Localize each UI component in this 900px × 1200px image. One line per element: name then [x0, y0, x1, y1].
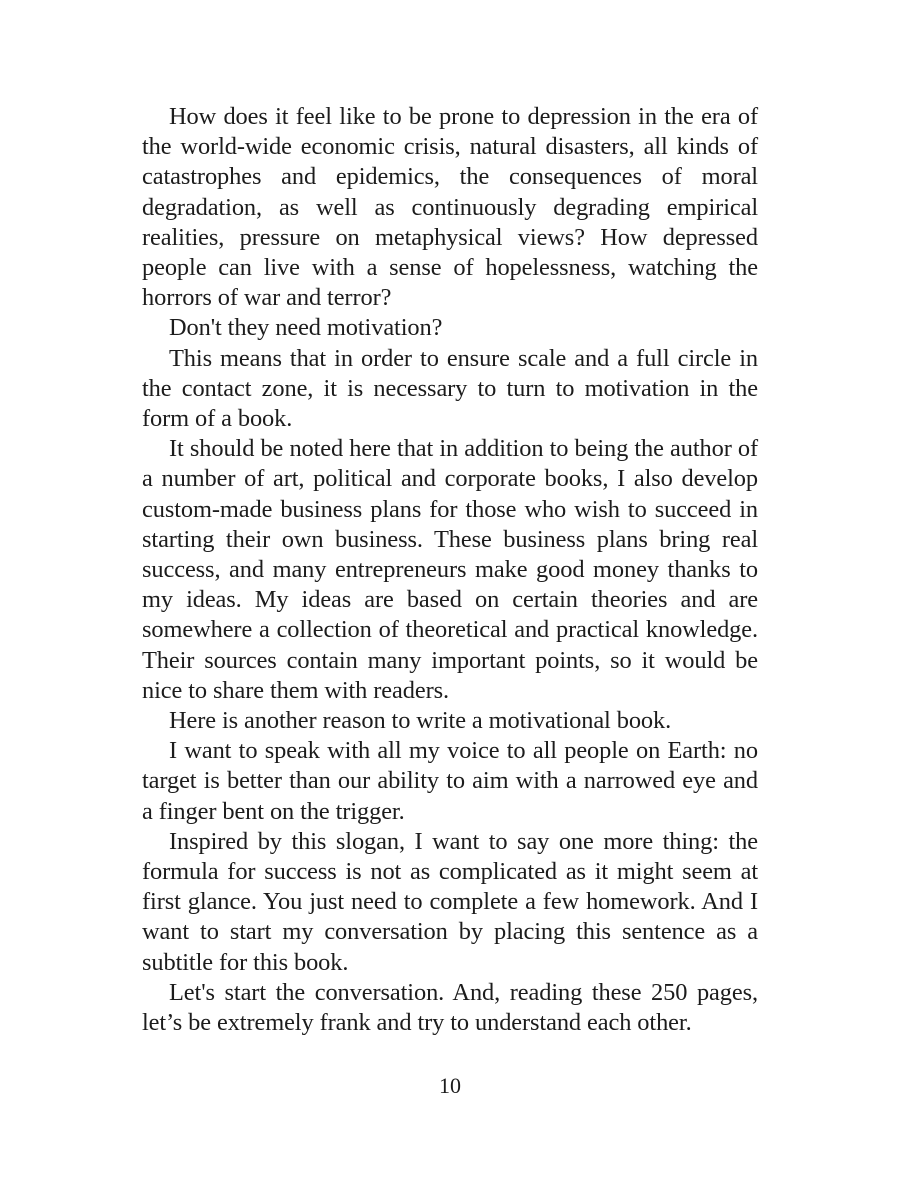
body-text	[142, 102, 758, 1038]
paragraph: Here is another reason to write a motivational book.	[169, 707, 672, 735]
paragraph: It should be noted here that in addition to being the author of a number of art, political and corporate books, I also develop custom-made business plans for those who wish to succeed in starting their own business. These business plans bring real success, and many entrepreneurs make good money thanks to my ideas. My ideas are based on certain theories and are somewhere a collection of theoretical and practical knowledge. Their sources contain many important points, so it would be nice to share them with readers.	[142, 435, 758, 704]
paragraph: Don't they need motivation?	[169, 314, 443, 342]
paragraph: Inspired by this slogan, I want to say one more thing: the formula for success is not as complicated as it might seem at first glance. You just need to complete a few homework. And I want to start my conversation by placing this sentence as a subtitle for this book.	[142, 827, 758, 976]
paragraph: Let's start the conversation. And, reading these 250 pages, let’s be extremely frank and try to understand each other.	[142, 978, 758, 1037]
page-number: 10	[439, 1073, 461, 1098]
paragraph: How does it feel like to be prone to depression in the era of the world-wide economic crisis, natural disasters, all kinds of catastrophes and epidemics, the consequences of moral degradation, as well as continuously degrading empirical realities, pressure on metaphysical views? How depressed people can live with a sense of hopelessness, watching the horrors of war and terror?	[142, 103, 758, 312]
paragraph: This means that in order to ensure scale and a full circle in the contact zone, it is necessary to turn to motivation in the form of a book.	[142, 344, 758, 433]
paragraph: I want to speak with all my voice to all people on Earth: no target is better than our ability to aim with a narrowed eye and a finger bent on the trigger.	[142, 737, 758, 825]
